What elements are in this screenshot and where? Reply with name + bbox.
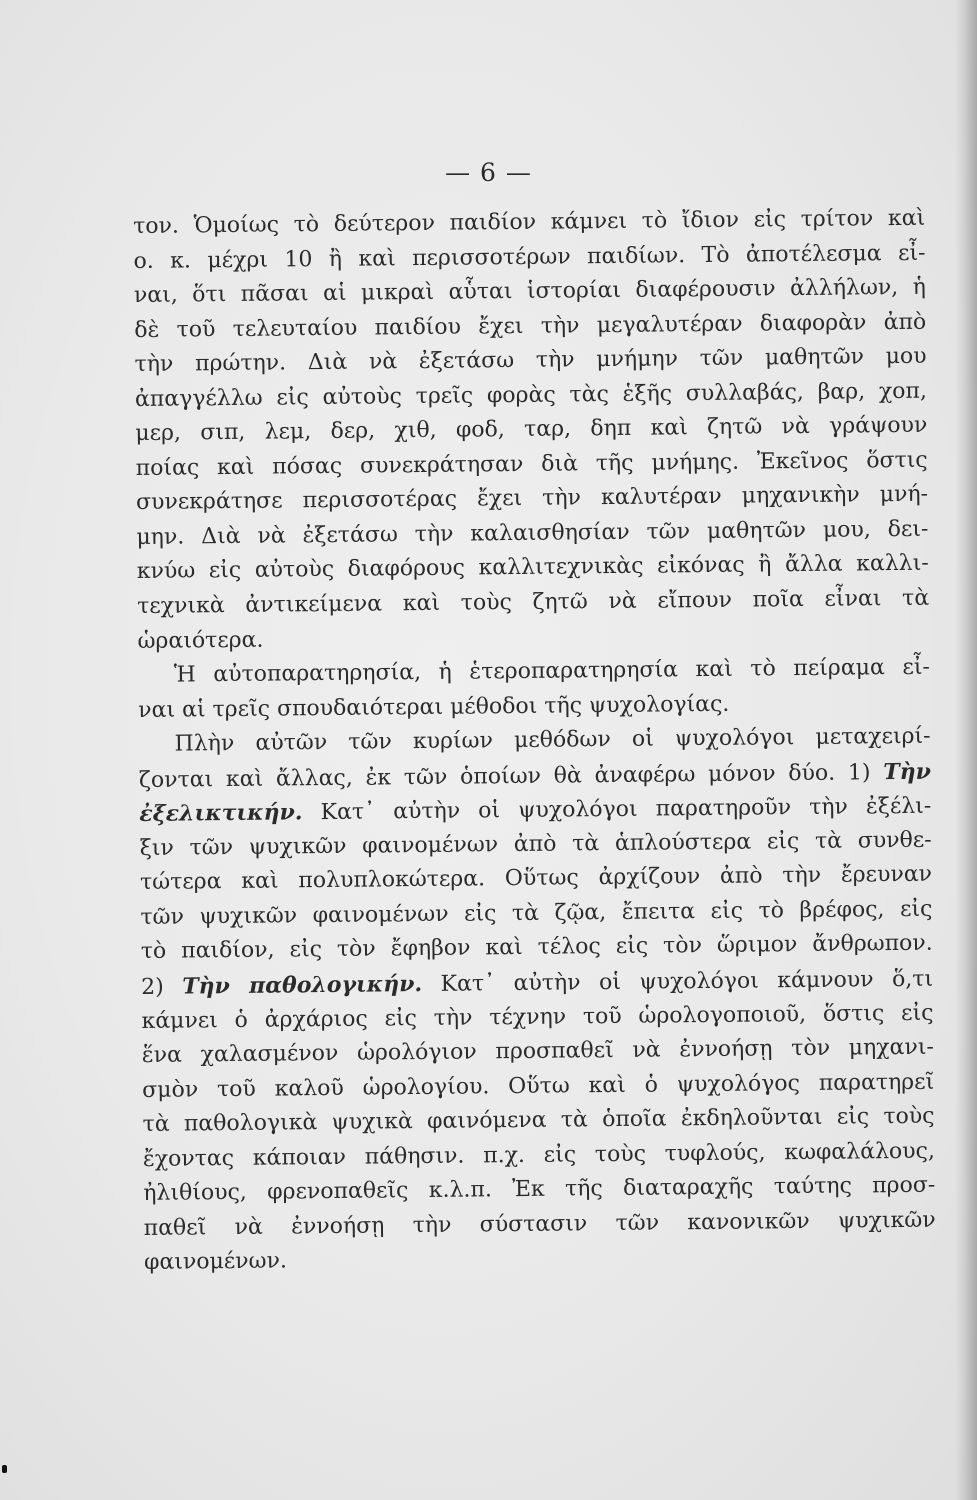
text-line: ἕνα χαλασμένον ὡρολόγιον προσπαθεῖ νὰ ἐννοήσῃ τὸν μηχανι- xyxy=(141,1034,934,1069)
text-line: μην. Διὰ νὰ ἐξετάσω τὴν καλαισθησίαν τῶν μαθητῶν μου, δει- xyxy=(136,516,929,550)
text-line: ἀπαγγέλλω εἰς αὐτοὺς τρεῖς φορὰς τὰς ἑξῆς συλλαβάς, βαρ, χοπ, xyxy=(134,378,928,412)
text-line: ναι αἱ τρεῖς σπουδαιότεραι μέθοδοι τῆς ψυχολογίας. xyxy=(138,691,730,723)
text-line: ναι, ὅτι πᾶσαι αἱ μικραὶ αὗται ἱστορίαι διαφέρουσιν ἀλλήλων, ἡ xyxy=(133,274,926,309)
text-line: συνεκράτησε περισσοτέρας ἔχει τὴν καλυτέραν μηχανικὴν μνή- xyxy=(135,482,929,516)
text-line: ἔχοντας κάποιαν πάθησιν. π.χ. εἰς τοὺς τυφλούς, κωφαλάλους, xyxy=(142,1138,936,1172)
emphasis-term: Τὴν xyxy=(883,758,932,785)
page-number: — 6 — xyxy=(445,158,532,187)
page-edge-shadow xyxy=(955,0,977,1500)
text-line: κνύω εἰς αὐτοὺς διαφόρους καλλιτεχνικὰς εἰκόνας ἢ ἄλλα καλλι- xyxy=(136,551,929,585)
text-line: τον. Ὁμοίως τὸ δεύτερον παιδίον κάμνει τὸ ἴδιον εἰς τρίτον καὶ xyxy=(133,205,926,239)
text-line: τὰ παθολογικὰ ψυχικὰ φαινόμενα τὰ ὁποῖα ἐκδηλοῦνται εἰς τοὺς xyxy=(142,1103,935,1138)
emphasis-term: Τὴν παθολογικήν. xyxy=(182,971,423,1000)
text-line: τὸ παιδίον, εἰς τὸν ἔφηβον καὶ τέλος εἰς τὸν ὥριμον ἄνθρωπον. xyxy=(140,931,933,965)
ink-speck xyxy=(2,1465,7,1473)
text-line: τὴν πρώτην. Διὰ νὰ ἐξετάσω τὴν μνήμην τῶν μαθητῶν μου xyxy=(134,343,927,378)
text-line: Πλὴν αὐτῶν τῶν κυρίων μεθόδων οἱ ψυχολόγοι μεταχειρί- xyxy=(174,723,931,757)
text-line: Ἡ αὐτοπαρατηρησία, ἡ ἑτεροπαρατηρησία καὶ τὸ πείραμα εἶ- xyxy=(173,654,930,688)
text-line: ποίας καὶ πόσας συνεκράτησαν διὰ τῆς μνήμης. Ἐκεῖνος ὅστις xyxy=(135,447,928,481)
text-line: ξιν τῶν ψυχικῶν φαινομένων ἀπὸ τὰ ἁπλούστερα εἰς τὰ συνθε- xyxy=(139,827,932,861)
text-line: ἠλιθίους, φρενοπαθεῖς κ.λ.π. Ἐκ τῆς διαταραχῆς ταύτης προσ- xyxy=(143,1172,936,1207)
text-line: τεχνικὰ ἀντικείμενα καὶ τοὺς ζητῶ νὰ εἴπουν ποῖα εἶναι τὰ xyxy=(137,585,930,619)
text-run: Κατ᾽ αὐτὴν οἱ ψυχολόγοι παρατηροῦν τὴν ἐξέλι- xyxy=(302,793,932,826)
text-line: ο. κ. μέχρι 10 ἢ καὶ περισσοτέρων παιδίων. Τὸ ἀποτέλεσμα εἶ- xyxy=(133,240,926,274)
body-text xyxy=(133,202,936,1281)
text-line: παθεῖ νὰ ἐννοήσῃ τὴν σύστασιν τῶν κανονικῶν ψυχικῶν xyxy=(143,1207,936,1241)
text-line: δὲ τοῦ τελευταίου παιδίου ἔχει τὴν μεγαλυτέραν διαφορὰν ἀπὸ xyxy=(134,309,927,343)
emphasis-term: ἐξελικτικήν. xyxy=(139,799,303,828)
text-line: φαινομένων. xyxy=(143,1248,288,1276)
text-run: Κατ᾽ αὐτὴν οἱ ψυχολόγοι κάμνουν ὅ,τι xyxy=(421,966,934,998)
text-run: ζονται καὶ ἄλλας, ἐκ τῶν ὁποίων θὰ ἀναφέρω μόνον δύο. 1) xyxy=(138,760,871,793)
text-line: ὡραιότερα. xyxy=(137,627,264,654)
text-line: κάμνει ὁ ἀρχάριος εἰς τὴν τέχνην τοῦ ὡρολογοποιοῦ, ὅστις εἰς xyxy=(141,1000,934,1034)
text-line: μερ, σιπ, λεμ, δερ, χιθ, φοδ, ταρ, δηπ καὶ ζητῶ νὰ γράψουν xyxy=(135,412,928,447)
text-line: τώτερα καὶ πολυπλοκώτερα. Οὕτως ἀρχίζουν ἀπὸ τὴν ἔρευναν xyxy=(139,862,933,896)
text-run: 2) xyxy=(141,974,164,1000)
text-line: σμὸν τοῦ καλοῦ ὡρολογίου. Οὕτω καὶ ὁ ψυχολόγος παρατηρεῖ xyxy=(142,1069,935,1103)
text-line: τῶν ψυχικῶν φαινομένων εἰς τὰ ζῷα, ἔπειτα εἰς τὸ βρέφος, εἰς xyxy=(140,896,933,930)
